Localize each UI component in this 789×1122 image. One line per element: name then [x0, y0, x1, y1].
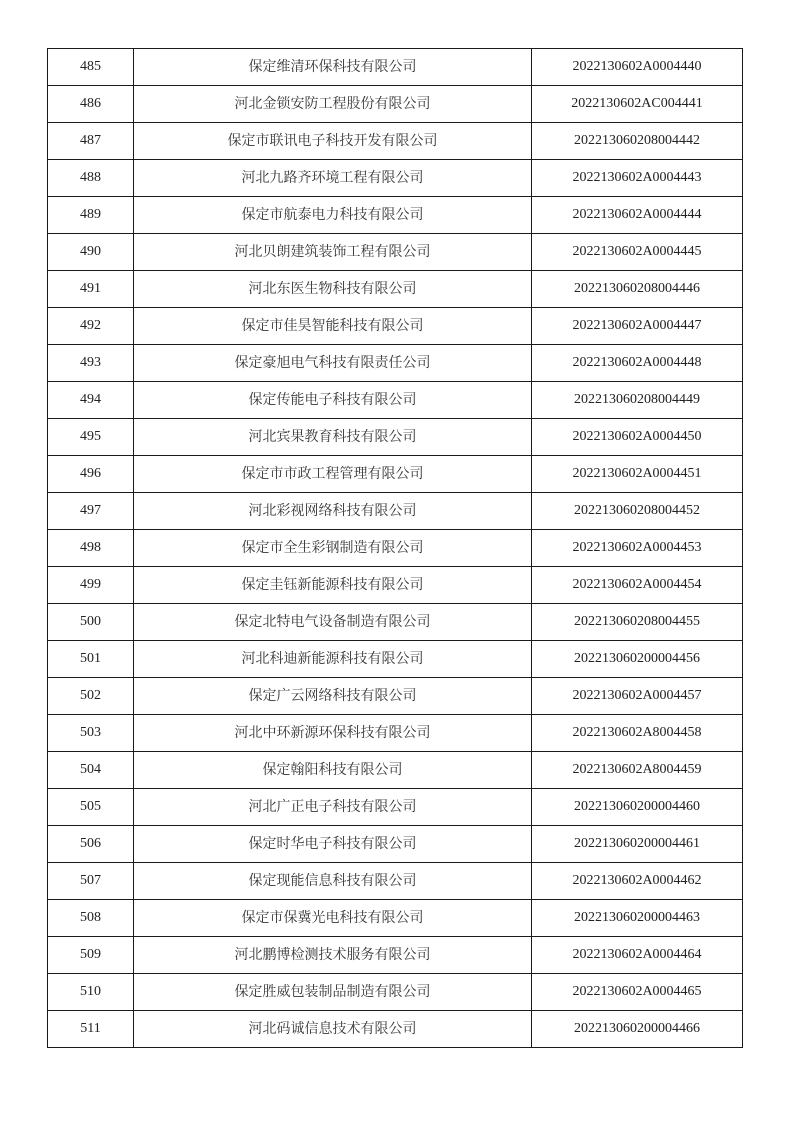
company-name-cell: 保定市佳昊智能科技有限公司 — [134, 308, 532, 345]
row-number-cell: 491 — [48, 271, 134, 308]
row-number-cell: 506 — [48, 826, 134, 863]
row-number-cell: 511 — [48, 1011, 134, 1048]
table-row — [48, 345, 743, 382]
row-number-cell: 509 — [48, 937, 134, 974]
table-row — [48, 160, 743, 197]
table-row — [48, 530, 743, 567]
row-number-cell: 497 — [48, 493, 134, 530]
registration-code-cell: 202213060200004466 — [532, 1011, 743, 1048]
table-row — [48, 863, 743, 900]
row-number-cell: 505 — [48, 789, 134, 826]
company-name-cell: 河北广正电子科技有限公司 — [134, 789, 532, 826]
company-name-cell: 保定广云网络科技有限公司 — [134, 678, 532, 715]
table-row — [48, 604, 743, 641]
company-name-cell: 保定现能信息科技有限公司 — [134, 863, 532, 900]
company-name-cell: 河北码诚信息技术有限公司 — [134, 1011, 532, 1048]
table-row — [48, 86, 743, 123]
table-row — [48, 974, 743, 1011]
row-number-cell: 496 — [48, 456, 134, 493]
registration-code-cell: 2022130602A0004457 — [532, 678, 743, 715]
row-number-cell: 499 — [48, 567, 134, 604]
registration-code-cell: 2022130602A0004444 — [532, 197, 743, 234]
registration-code-cell: 202213060208004446 — [532, 271, 743, 308]
row-number-cell: 502 — [48, 678, 134, 715]
company-name-cell: 河北彩视网络科技有限公司 — [134, 493, 532, 530]
company-name-cell: 保定豪旭电气科技有限责任公司 — [134, 345, 532, 382]
table-row — [48, 419, 743, 456]
company-name-cell: 保定传能电子科技有限公司 — [134, 382, 532, 419]
table-row — [48, 752, 743, 789]
row-number-cell: 493 — [48, 345, 134, 382]
table-row — [48, 49, 743, 86]
registration-code-cell: 2022130602A8004459 — [532, 752, 743, 789]
registration-code-cell: 2022130602A0004447 — [532, 308, 743, 345]
company-name-cell: 河北鹏博检测技术服务有限公司 — [134, 937, 532, 974]
table-row — [48, 308, 743, 345]
row-number-cell: 507 — [48, 863, 134, 900]
row-number-cell: 492 — [48, 308, 134, 345]
table-row — [48, 123, 743, 160]
row-number-cell: 494 — [48, 382, 134, 419]
registration-code-cell: 2022130602A0004443 — [532, 160, 743, 197]
table-row — [48, 715, 743, 752]
company-name-cell: 保定市联讯电子科技开发有限公司 — [134, 123, 532, 160]
table-row — [48, 197, 743, 234]
registration-code-cell: 202213060208004452 — [532, 493, 743, 530]
table-row — [48, 826, 743, 863]
table-row — [48, 900, 743, 937]
company-name-cell: 保定市保冀光电科技有限公司 — [134, 900, 532, 937]
row-number-cell: 504 — [48, 752, 134, 789]
table-row — [48, 937, 743, 974]
registration-code-cell: 2022130602A0004454 — [532, 567, 743, 604]
registration-code-cell: 202213060208004449 — [532, 382, 743, 419]
registration-code-cell: 2022130602A8004458 — [532, 715, 743, 752]
table-row — [48, 234, 743, 271]
registration-code-cell: 2022130602A0004453 — [532, 530, 743, 567]
registration-code-cell: 202213060208004455 — [532, 604, 743, 641]
registration-code-cell: 2022130602A0004450 — [532, 419, 743, 456]
table-body — [48, 49, 743, 1048]
company-name-cell: 保定时华电子科技有限公司 — [134, 826, 532, 863]
company-name-cell: 河北科迪新能源科技有限公司 — [134, 641, 532, 678]
registration-code-cell: 202213060200004460 — [532, 789, 743, 826]
row-number-cell: 487 — [48, 123, 134, 160]
row-number-cell: 508 — [48, 900, 134, 937]
table-row — [48, 678, 743, 715]
registration-code-cell: 2022130602A0004445 — [532, 234, 743, 271]
registration-code-cell: 202213060200004463 — [532, 900, 743, 937]
company-name-cell: 保定市全生彩钢制造有限公司 — [134, 530, 532, 567]
registration-code-cell: 2022130602A0004451 — [532, 456, 743, 493]
table-row — [48, 271, 743, 308]
row-number-cell: 495 — [48, 419, 134, 456]
company-name-cell: 保定翰阳科技有限公司 — [134, 752, 532, 789]
company-name-cell: 河北九路齐环境工程有限公司 — [134, 160, 532, 197]
registration-code-cell: 202213060200004461 — [532, 826, 743, 863]
company-name-cell: 河北宾果教育科技有限公司 — [134, 419, 532, 456]
row-number-cell: 485 — [48, 49, 134, 86]
row-number-cell: 486 — [48, 86, 134, 123]
company-name-cell: 保定市航泰电力科技有限公司 — [134, 197, 532, 234]
registration-code-cell: 2022130602A0004440 — [532, 49, 743, 86]
company-name-cell: 河北东医生物科技有限公司 — [134, 271, 532, 308]
company-name-cell: 保定市市政工程管理有限公司 — [134, 456, 532, 493]
table-row — [48, 567, 743, 604]
registration-code-cell: 2022130602A0004448 — [532, 345, 743, 382]
registration-code-cell: 2022130602A0004462 — [532, 863, 743, 900]
table-row — [48, 382, 743, 419]
row-number-cell: 498 — [48, 530, 134, 567]
table-row — [48, 493, 743, 530]
company-name-cell: 河北中环新源环保科技有限公司 — [134, 715, 532, 752]
registration-code-cell: 2022130602A0004465 — [532, 974, 743, 1011]
registration-code-cell: 2022130602A0004464 — [532, 937, 743, 974]
row-number-cell: 510 — [48, 974, 134, 1011]
table-row — [48, 456, 743, 493]
company-name-cell: 保定胜威包装制品制造有限公司 — [134, 974, 532, 1011]
row-number-cell: 488 — [48, 160, 134, 197]
company-name-cell: 保定北特电气设备制造有限公司 — [134, 604, 532, 641]
registration-code-cell: 202213060200004456 — [532, 641, 743, 678]
row-number-cell: 503 — [48, 715, 134, 752]
table-row — [48, 641, 743, 678]
row-number-cell: 490 — [48, 234, 134, 271]
company-name-cell: 河北贝朗建筑装饰工程有限公司 — [134, 234, 532, 271]
row-number-cell: 489 — [48, 197, 134, 234]
registration-code-cell: 2022130602AC004441 — [532, 86, 743, 123]
company-name-cell: 保定维清环保科技有限公司 — [134, 49, 532, 86]
company-name-cell: 保定圭钰新能源科技有限公司 — [134, 567, 532, 604]
company-name-cell: 河北金锁安防工程股份有限公司 — [134, 86, 532, 123]
table-row — [48, 1011, 743, 1048]
table-row — [48, 789, 743, 826]
company-list-table — [47, 48, 743, 1048]
registration-code-cell: 202213060208004442 — [532, 123, 743, 160]
row-number-cell: 501 — [48, 641, 134, 678]
row-number-cell: 500 — [48, 604, 134, 641]
